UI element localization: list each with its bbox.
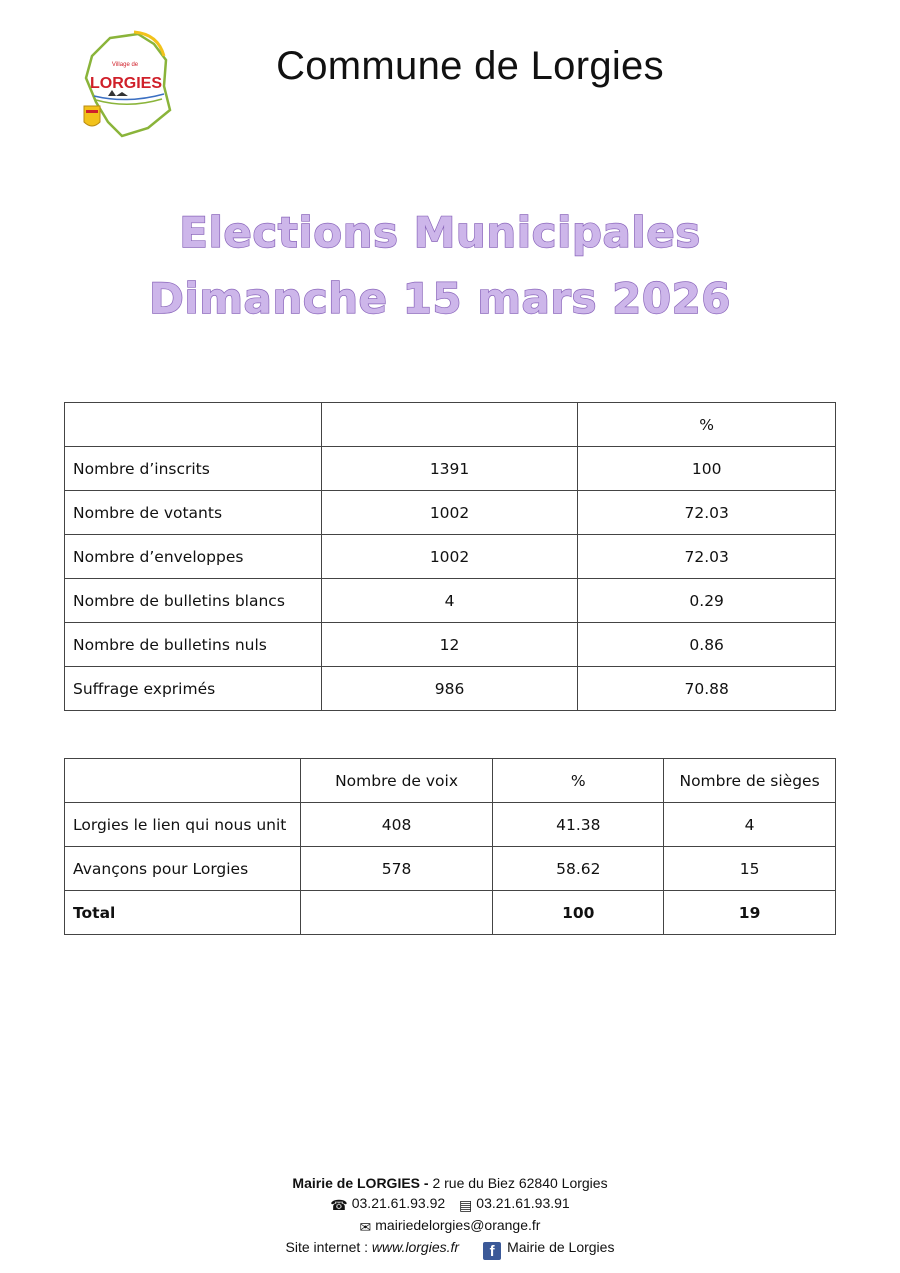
commune-title: Commune de Lorgies [276,44,664,88]
votes-value: 408 [300,803,493,847]
table-cell [65,403,322,447]
table-row [65,667,836,711]
footer-phone: 03.21.61.93.92 [351,1195,446,1211]
list-name: Avançons pour Lorgies [65,847,301,891]
table-row [65,579,836,623]
footer-address: 2 rue du Biez 62840 Lorgies [428,1175,608,1191]
table-cell: % [578,403,836,447]
seats-value: 15 [664,847,836,891]
row-percent: 70.88 [578,667,836,711]
table-header-row [65,759,836,803]
row-label: Nombre d’enveloppes [65,535,322,579]
row-count: 1002 [321,491,578,535]
footer-address-line [0,1173,900,1193]
footer-site-label: Site internet : [285,1239,372,1255]
footer-facebook[interactable]: Mairie de Lorgies [507,1239,615,1255]
row-label: Nombre d’inscrits [65,447,322,491]
footer-email[interactable]: mairiedelorgies@orange.fr [375,1217,541,1233]
table-row [65,447,836,491]
row-label: Nombre de votants [65,491,322,535]
headline-line-2: Dimanche 15 mars 2026 [148,274,732,323]
footer-web-line [0,1237,900,1260]
row-count: 1002 [321,535,578,579]
logo-small-text: Village de [111,62,139,68]
seats-header: Nombre de sièges [664,759,836,803]
votes-value: 578 [300,847,493,891]
table-row [65,847,836,891]
footer-site-url[interactable]: www.lorgies.fr [371,1239,460,1255]
facebook-icon[interactable]: f [483,1242,501,1260]
row-percent: 72.03 [578,535,836,579]
participation-table [64,402,836,711]
table-row [65,803,836,847]
votes-header: Nombre de voix [300,759,493,803]
row-count: 1391 [321,447,578,491]
total-votes [300,891,493,935]
table-row [65,535,836,579]
row-percent: 100 [578,447,836,491]
footer-phone-line [0,1193,900,1215]
footer-fax: 03.21.61.93.91 [476,1195,570,1211]
row-label: Nombre de bulletins nuls [65,623,322,667]
fax-icon: ▤ [459,1197,473,1213]
table-cell [65,759,301,803]
percent-header: % [493,759,664,803]
table-row [65,623,836,667]
row-percent: 0.29 [578,579,836,623]
headline-line-1: Elections Municipales [179,208,701,257]
row-count: 4 [321,579,578,623]
table-row [65,491,836,535]
table-header-row [65,403,836,447]
seats-value: 4 [664,803,836,847]
footer-email-line [0,1215,900,1237]
table-cell [321,403,578,447]
list-name: Lorgies le lien qui nous unit [65,803,301,847]
logo-text: LORGIES [89,75,163,92]
total-label: Total [65,891,301,935]
total-percent: 100 [493,891,664,935]
mail-icon: ✉ [359,1219,372,1235]
results-table [64,758,836,935]
row-count: 986 [321,667,578,711]
footer-org: Mairie de LORGIES - [292,1175,429,1191]
row-label: Suffrage exprimés [65,667,322,711]
row-percent: 0.86 [578,623,836,667]
row-percent: 72.03 [578,491,836,535]
phone-icon: ☎ [330,1197,348,1213]
row-label: Nombre de bulletins blancs [65,579,322,623]
percent-value: 41.38 [493,803,664,847]
row-count: 12 [321,623,578,667]
footer [0,1173,900,1260]
total-row [65,891,836,935]
percent-value: 58.62 [493,847,664,891]
total-seats: 19 [664,891,836,935]
